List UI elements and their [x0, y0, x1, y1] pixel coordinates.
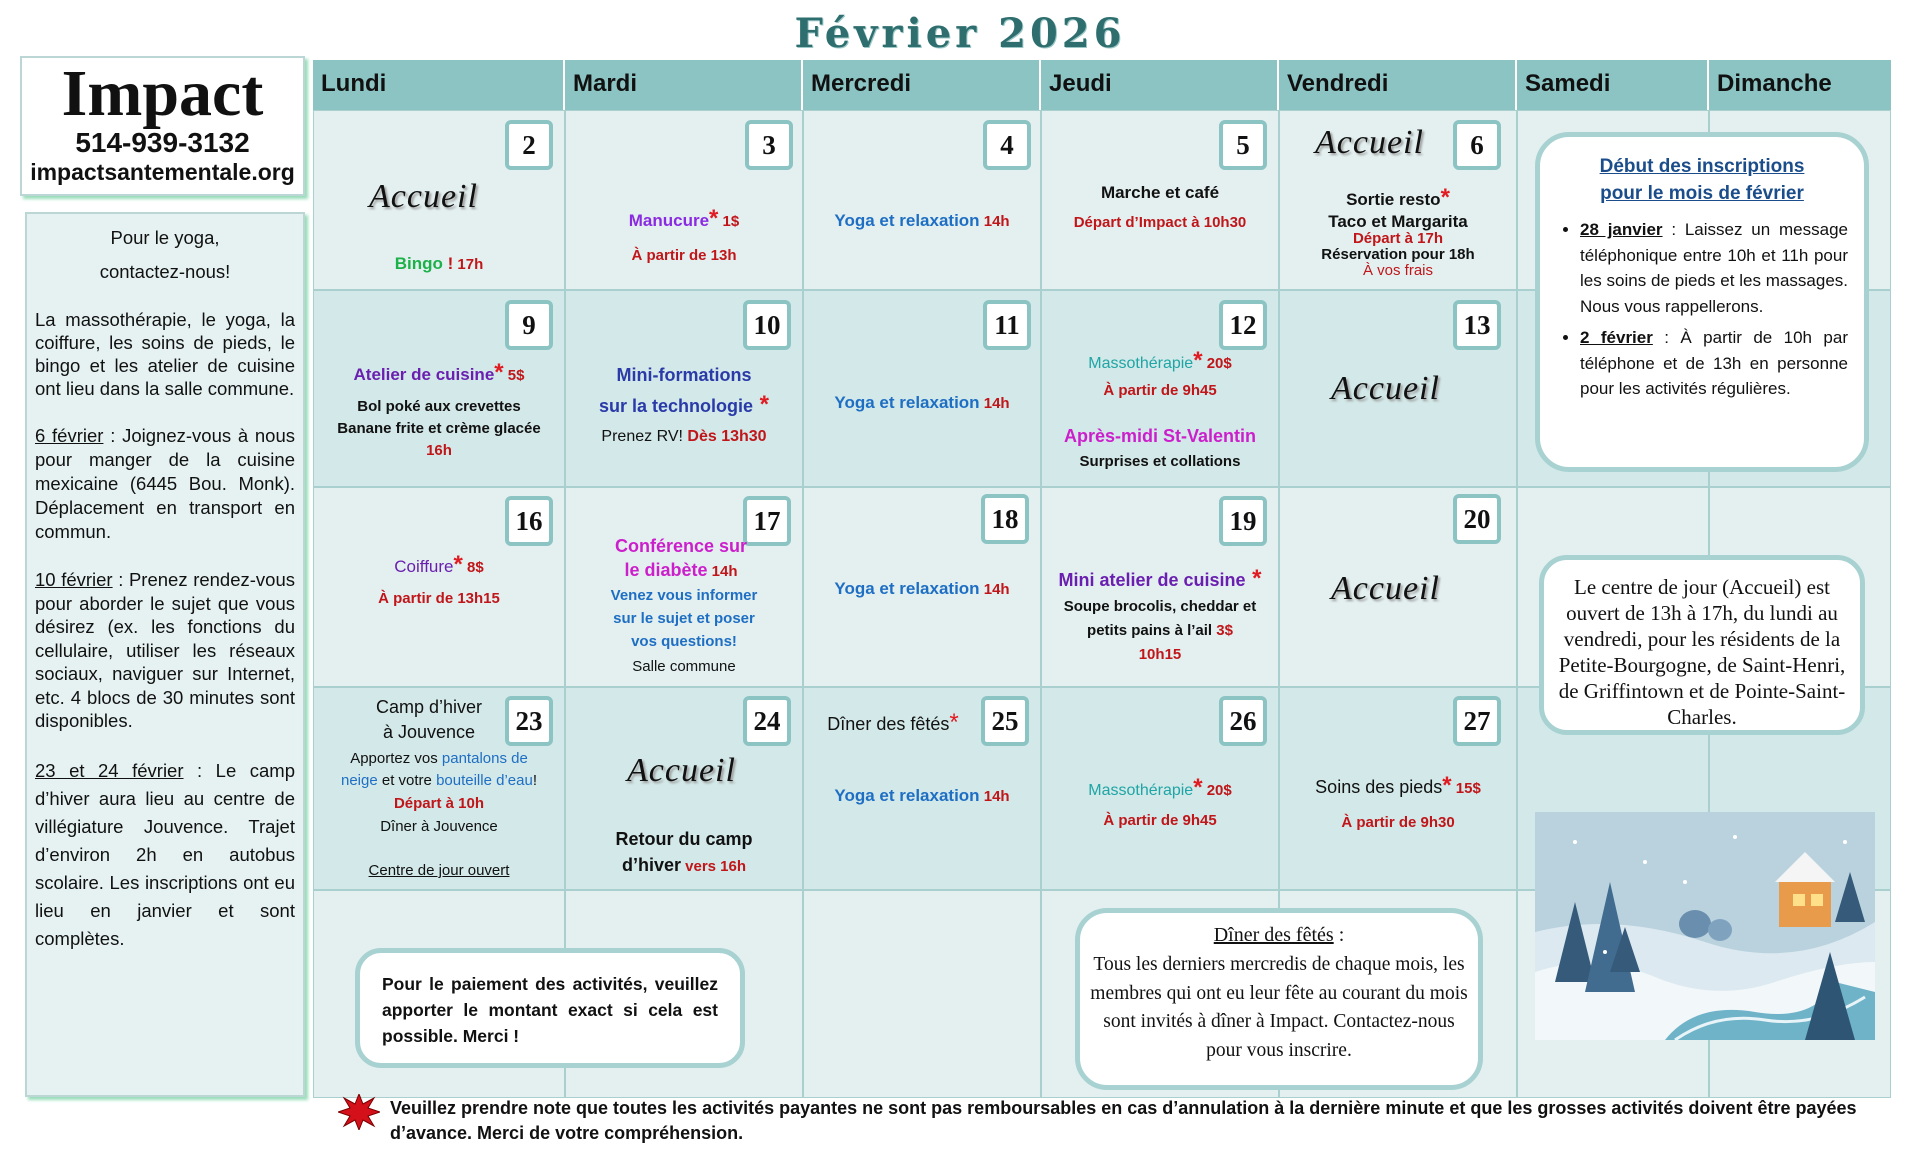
event-mini-formations-time [565, 426, 803, 448]
event-atelier-name: Atelier de cuisine [353, 365, 495, 384]
calendar-grid [313, 60, 1891, 1098]
note-feb10 [35, 568, 295, 733]
event-conference-topic [565, 559, 797, 583]
day-number: 4 [983, 120, 1031, 170]
event-camp-depart: Départ à 10h [393, 795, 485, 812]
event-yoga [803, 578, 1041, 601]
event-masso-time: À partir de 9h45 [1103, 812, 1217, 829]
header-lundi: Lundi [313, 60, 565, 110]
event-camp-bring2 [313, 770, 565, 792]
day-number: 12 [1219, 300, 1267, 350]
event-st-valentin: Après-midi St-Valentin [1063, 426, 1257, 446]
day-number: 20 [1453, 494, 1501, 544]
event-atelier-cuisine [313, 359, 565, 387]
event-coiffure [313, 551, 565, 579]
event-massotherapie [1041, 774, 1279, 802]
payment-box [355, 948, 745, 1068]
event-yoga-name: Yoga et relaxation [834, 786, 980, 805]
header-mardi: Mardi [565, 60, 803, 110]
header-jeudi: Jeudi [1041, 60, 1279, 110]
paid-star-icon: * [1440, 184, 1450, 211]
event-manucure [565, 205, 803, 233]
event-mini-atelier [1041, 565, 1279, 592]
accueil-label: Accueil [369, 178, 478, 215]
yoga-line-2: contactez-nous! [99, 261, 231, 282]
header-dimanche: Dimanche [1709, 60, 1891, 110]
event-masso-price: 20$ [1202, 355, 1232, 372]
event-sortie-depart: Départ à 17h [1352, 230, 1444, 247]
header-mercredi: Mercredi [803, 60, 1041, 110]
paid-star-icon: * [1193, 774, 1203, 801]
inscriptions-feb2-text: : À partir de 10h par téléphone et de 13h en personne pour les activités régulières. [1580, 328, 1848, 398]
yoga-line-1: Pour le yoga, [110, 227, 220, 248]
event-yoga-name: Yoga et relaxation [834, 393, 980, 412]
event-manucure-price: 1$ [718, 213, 740, 230]
accueil-label: Accueil [627, 752, 736, 789]
note-feb23-date: 23 et 24 février [35, 759, 184, 781]
event-mini-atelier-name: Mini atelier de cuisine [1058, 570, 1246, 590]
paid-star-icon: * [709, 205, 719, 232]
event-camp-bring1 [313, 748, 565, 770]
calendar-title: Février 2026 [794, 10, 1126, 57]
event-camp-diner: Dîner à Jouvence [380, 818, 498, 835]
event-sortie-resto [1279, 184, 1517, 211]
event-retour-hour: vers 16h [680, 858, 747, 875]
paid-star-icon: * [949, 709, 959, 736]
day-number: 26 [1219, 696, 1267, 746]
event-camp-hiver: Camp d’hiver [375, 697, 483, 717]
event-camp-excl: ! [532, 772, 537, 789]
event-camp-bottle: bouteille d’eau [436, 772, 533, 789]
event-atelier-price: 5$ [503, 367, 525, 384]
diner-fetes-heading [1088, 921, 1470, 949]
day-number: 27 [1453, 696, 1501, 746]
event-soins-name: Soins des pieds [1315, 777, 1443, 797]
organization-website: impactsantementale.org [30, 159, 295, 185]
note-feb10-date: 10 février [35, 569, 113, 590]
day-number: 18 [981, 494, 1029, 544]
event-retour-label: d’hiver [621, 855, 681, 875]
event-sortie-frais: À vos frais [1362, 262, 1434, 279]
day-number: 16 [505, 496, 553, 546]
event-massotherapie [1041, 347, 1279, 375]
accueil-label: Accueil [1315, 124, 1424, 161]
event-yoga-time: 14h [979, 788, 1010, 805]
day-number: 11 [983, 300, 1031, 350]
event-conference-location: Salle commune [632, 658, 736, 675]
accueil-label: Accueil [1331, 570, 1440, 607]
diner-fetes-title: Dîner des fêtés [1213, 924, 1334, 946]
event-masso-name: Massothérapie [1088, 355, 1194, 372]
day-number: 17 [743, 496, 791, 546]
event-sortie-reservation: Réservation pour 18h [1321, 246, 1475, 263]
event-mini-atelier-price: 3$ [1212, 622, 1233, 639]
day-number: 9 [505, 300, 553, 350]
event-retour-time [565, 854, 803, 878]
event-conference-topic-name: le diabète [624, 560, 708, 580]
event-mini-formations-topic: sur la technologie [598, 396, 753, 416]
event-atelier-time: 16h [426, 442, 452, 459]
inscriptions-jan28-date: 28 janvier [1580, 220, 1663, 239]
event-mini-atelier-time: 10h15 [1138, 646, 1182, 663]
day-number: 3 [745, 120, 793, 170]
payment-text: Pour le paiement des activités, veuillez apporter le montant exact si cela est possible. Merci ! [382, 974, 718, 1046]
event-conference-desc2: sur le sujet et poser [613, 610, 755, 627]
event-yoga-time: 14h [979, 581, 1010, 598]
note-feb6-text: : Joignez-vous à nous pour manger de la cuisine mexicaine (6445 Bou. Monk). Déplacement en transport en commun. [35, 425, 296, 542]
event-mini-formations: Mini-formations [616, 365, 752, 385]
event-coiffure-name: Coiffure [394, 557, 454, 576]
event-camp-bring-text: Apportez vos [350, 750, 442, 767]
paid-star-icon: * [1442, 772, 1452, 799]
paid-star-icon: * [453, 551, 463, 578]
event-bingo-time: 17h [453, 256, 484, 273]
organization-name: Impact [61, 57, 264, 130]
sidebar-notes [25, 212, 305, 1097]
day-number: 6 [1453, 120, 1501, 170]
event-manucure-time: À partir de 13h [631, 247, 737, 264]
diner-fetes-text: Tous les derniers mercredis de chaque mois, les membres qui ont eu leur fête au courant du mois sont invités à dîner à Impact. Contactez-nous pour vous inscrire. [1090, 954, 1468, 1061]
day-number: 5 [1219, 120, 1267, 170]
event-mini-atelier-menu2-text: petits pains à l’ail [1087, 622, 1213, 639]
event-bingo-excl: ! [442, 254, 454, 273]
event-yoga-time: 14h [979, 395, 1010, 412]
event-yoga [803, 210, 1041, 233]
event-masso-time: À partir de 9h45 [1103, 382, 1217, 399]
inscriptions-title-1: Début des inscriptions [1599, 156, 1805, 177]
paid-star-icon: * [494, 359, 504, 386]
day-number: 2 [505, 120, 553, 170]
day-number: 10 [743, 300, 791, 350]
event-coiffure-time: À partir de 13h15 [378, 590, 500, 607]
paid-star-icon: * [1193, 347, 1203, 374]
header-samedi: Samedi [1517, 60, 1709, 110]
event-conference-desc3: vos questions! [631, 633, 737, 650]
event-yoga [803, 785, 1041, 808]
diner-fetes-colon: : [1333, 924, 1345, 946]
centre-jour-box [1539, 555, 1865, 735]
event-conference: Conférence sur [614, 536, 748, 556]
event-marche: Marche et café [1100, 183, 1220, 202]
cell-row5-wed [803, 890, 1041, 1098]
event-camp-snow: neige [341, 772, 378, 789]
event-yoga [803, 392, 1041, 415]
burst-star-icon [338, 1094, 380, 1130]
event-camp-location: à Jouvence [382, 722, 476, 742]
day-number: 19 [1219, 496, 1267, 546]
event-centre-ouvert: Centre de jour ouvert [368, 862, 510, 879]
note-feb10-text: : Prenez rendez-vous pour aborder le sujet que vous désirez (ex. les fonctions du cellulaire, utiliser les réseaux sociaux, naviguer sur Internet, etc. 4 blocs de 30 minutes sont disponibles. [35, 569, 295, 731]
event-coiffure-price: 8$ [462, 559, 484, 576]
note-feb23 [35, 757, 295, 953]
event-yoga-name: Yoga et relaxation [834, 211, 980, 230]
event-diner-fetes [803, 709, 983, 736]
event-mini-atelier-menu1: Soupe brocolis, cheddar et [1063, 598, 1257, 615]
event-masso-name: Massothérapie [1088, 782, 1194, 799]
inscriptions-title-2: pour le mois de février [1600, 183, 1804, 204]
note-feb6 [35, 424, 295, 544]
event-yoga-time: 14h [979, 213, 1010, 230]
paid-star-icon: * [1245, 565, 1262, 592]
day-number: 25 [981, 696, 1029, 746]
winter-landscape-illustration [1535, 812, 1875, 1040]
event-mini-formations-sub [565, 391, 803, 418]
event-st-valentin-desc: Surprises et collations [1079, 453, 1241, 470]
day-number: 13 [1453, 300, 1501, 350]
event-retour-camp: Retour du camp [615, 829, 753, 849]
diner-fetes-box [1075, 908, 1483, 1090]
paid-star-icon: * [753, 391, 770, 418]
event-atelier-menu1: Bol poké aux crevettes [357, 398, 521, 415]
event-atelier-menu2: Banane frite et crème glacée [337, 420, 541, 437]
event-rv-time: Dès 13h30 [682, 428, 767, 445]
inscriptions-box [1535, 132, 1869, 472]
event-soins-price: 15$ [1451, 780, 1481, 797]
note-feb6-date: 6 février [35, 425, 104, 446]
accueil-label: Accueil [1331, 370, 1440, 407]
inscriptions-jan28-text: : Laissez un message téléphonique entre 10h et 11h pour les soins de pieds et les massages. Nous vous rappellerons. [1580, 220, 1848, 316]
event-conference-desc1: Venez vous informer [610, 587, 758, 604]
event-masso-price: 20$ [1202, 782, 1232, 799]
event-camp-and: et votre [377, 772, 437, 789]
event-rv-label: Prenez RV! [601, 428, 683, 445]
event-camp-pants: pantalons de [441, 750, 528, 767]
footnote: Veuillez prendre note que toutes les activités payantes ne sont pas remboursables en cas d’annulation à la dernière minute et que les grosses activités doivent être payées d’avance. Merci de votre compréhension. [390, 1098, 1857, 1143]
event-bingo [313, 253, 565, 276]
inscriptions-item-feb2 [1580, 325, 1848, 402]
event-sortie-name: Sortie resto [1346, 190, 1441, 209]
rooms-note: La massothérapie, le yoga, la coiffure, les soins de pieds, le bingo et les atelier de cuisine ont lieu dans la salle commune. [35, 309, 295, 399]
event-conference-time: 14h [707, 563, 738, 580]
note-feb23-text: : Le camp d’hiver aura lieu au centre de villégiature Jouvence. Trajet d’environ 2h en autobus scolaire. Les inscriptions ont eu lieu en janvier et sont complètes. [35, 759, 295, 949]
inscriptions-feb2-date: 2 février [1580, 328, 1653, 347]
day-number: 24 [743, 696, 791, 746]
header-vendredi: Vendredi [1279, 60, 1517, 110]
logo-box [20, 56, 305, 196]
day-number: 23 [505, 696, 553, 746]
event-mini-atelier-menu2 [1041, 620, 1279, 642]
inscriptions-item-jan28 [1580, 217, 1848, 319]
event-bingo-name: Bingo [394, 254, 443, 273]
event-yoga-name: Yoga et relaxation [834, 579, 980, 598]
event-manucure-name: Manucure [628, 211, 710, 230]
organization-phone: 514-939-3132 [75, 127, 250, 158]
event-marche-time: Départ d’Impact à 10h30 [1073, 214, 1247, 231]
event-soins-time: À partir de 9h30 [1341, 814, 1455, 831]
centre-jour-text: Le centre de jour (Accueil) est ouvert de 13h à 17h, du lundi au vendredi, pour les résidents de la Petite-Bourgogne, de Saint-Henri, de Griffintown et de Pointe-Saint-Charles. [1558, 575, 1846, 729]
event-sortie-menu: Taco et Margarita [1328, 212, 1468, 231]
event-soins-pieds [1279, 772, 1517, 800]
event-diner-fetes-name: Dîner des fêtés [827, 714, 950, 734]
